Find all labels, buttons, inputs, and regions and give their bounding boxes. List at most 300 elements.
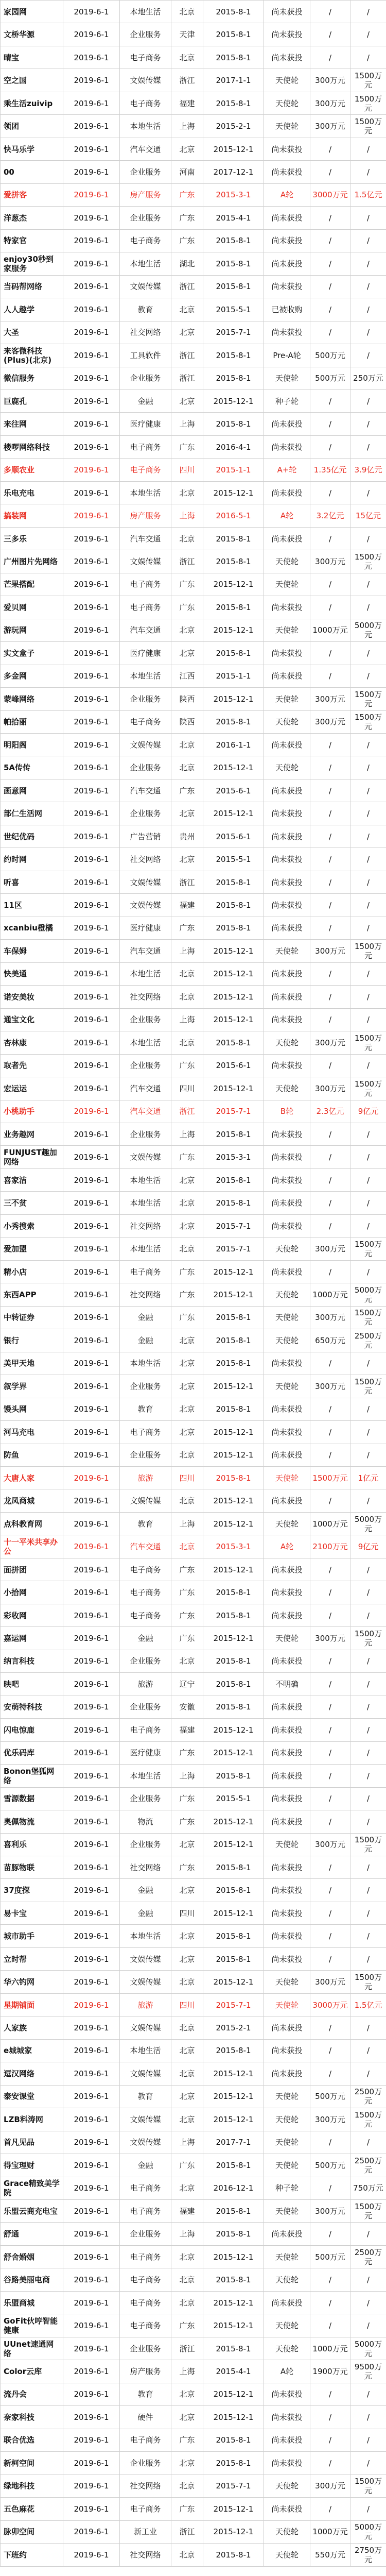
company-name-cell: 晴宝: [1, 46, 63, 69]
region-cell: 浙江: [171, 871, 203, 893]
founded-cell: 2015-12-1: [203, 1627, 264, 1650]
date-cell: 2019-6-1: [63, 1925, 120, 1947]
industry-cell: 社交网络: [120, 1214, 171, 1237]
table-row: [1, 1421, 386, 1444]
valuation-cell: /: [350, 46, 386, 69]
company-name-cell: 快马乐学: [1, 138, 63, 160]
region-cell: 河南: [171, 161, 203, 183]
founded-cell: 2015-12-1: [203, 1444, 264, 1466]
founded-cell: 2015-12-1: [203, 2383, 264, 2405]
table-row: [1, 23, 386, 46]
industry-cell: 本地生活: [120, 1192, 171, 1214]
date-cell: 2019-6-1: [63, 779, 120, 802]
industry-cell: 汽车交通: [120, 1100, 171, 1123]
valuation-cell: /: [350, 1581, 386, 1604]
date-cell: 2019-6-1: [63, 1123, 120, 1145]
date-cell: 2019-6-1: [63, 665, 120, 687]
amount-cell: /: [310, 207, 350, 229]
date-cell: 2019-6-1: [63, 367, 120, 389]
company-name-cell: 00: [1, 161, 63, 183]
amount-cell: /: [310, 2383, 350, 2405]
date-cell: 2019-6-1: [63, 1146, 120, 1168]
table-row: [1, 779, 386, 802]
founded-cell: 2015-12-1: [203, 2245, 264, 2268]
round-cell: 尚未获投: [264, 2291, 310, 2314]
region-cell: 天津: [171, 23, 203, 46]
table-row: [1, 825, 386, 848]
round-cell: 天使轮: [264, 2085, 310, 2108]
date-cell: 2019-6-1: [63, 23, 120, 46]
industry-cell: 医疗健康: [120, 642, 171, 665]
table-row: [1, 802, 386, 825]
founded-cell: 2015-7-1: [203, 1100, 264, 1123]
round-cell: 尚未获投: [264, 2223, 310, 2245]
round-cell: A轮: [264, 183, 310, 206]
industry-cell: 金融: [120, 1902, 171, 1924]
company-name-cell: 雪源数据: [1, 1787, 63, 1810]
company-name-cell: 大唐人家: [1, 1467, 63, 1489]
date-cell: 2019-6-1: [63, 92, 120, 114]
amount-cell: 3000万元: [310, 183, 350, 206]
founded-cell: 2015-12-1: [203, 962, 264, 985]
table-row: [1, 1925, 386, 1947]
region-cell: 北京: [171, 1925, 203, 1947]
date-cell: 2019-6-1: [63, 1604, 120, 1626]
valuation-cell: 1500万元: [350, 1306, 386, 1329]
industry-cell: 文娱传媒: [120, 2016, 171, 2039]
date-cell: 2019-6-1: [63, 69, 120, 92]
amount-cell: /: [310, 756, 350, 779]
valuation-cell: /: [350, 1444, 386, 1466]
date-cell: 2019-6-1: [63, 2520, 120, 2543]
industry-cell: 电子商务: [120, 596, 171, 619]
company-name-cell: 芒果搭配: [1, 573, 63, 596]
round-cell: 已被收购: [264, 298, 310, 321]
industry-cell: 教育: [120, 2085, 171, 2108]
date-cell: 2019-6-1: [63, 481, 120, 504]
founded-cell: 2015-12-1: [203, 940, 264, 962]
company-name-cell: 楼啰网络科技: [1, 435, 63, 458]
company-name-cell: 爱加盟: [1, 1238, 63, 1260]
founded-cell: 2015-12-1: [203, 1741, 264, 1764]
company-name-cell: 蒙峰网络: [1, 688, 63, 710]
valuation-cell: /: [350, 779, 386, 802]
round-cell: 尚未获投: [264, 1398, 310, 1420]
region-cell: 北京: [171, 2245, 203, 2268]
founded-cell: 2016-1-1: [203, 734, 264, 756]
amount-cell: /: [310, 46, 350, 69]
date-cell: 2019-6-1: [63, 1306, 120, 1329]
amount-cell: 500万元: [310, 2245, 350, 2268]
amount-cell: /: [310, 23, 350, 46]
amount-cell: /: [310, 986, 350, 1008]
industry-cell: 本地生活: [120, 1352, 171, 1375]
amount-cell: /: [310, 1787, 350, 1810]
round-cell: 尚未获投: [264, 1902, 310, 1924]
region-cell: 上海: [171, 2131, 203, 2154]
amount-cell: /: [310, 481, 350, 504]
amount-cell: /: [310, 734, 350, 756]
region-cell: 贵州: [171, 825, 203, 848]
company-name-cell: 纳言科技: [1, 1650, 63, 1672]
industry-cell: 医疗健康: [120, 413, 171, 435]
company-name-cell: 车保姆: [1, 940, 63, 962]
region-cell: 北京: [171, 962, 203, 985]
founded-cell: 2015-8-1: [203, 46, 264, 69]
date-cell: 2019-6-1: [63, 1031, 120, 1054]
table-row: [1, 1398, 386, 1420]
industry-cell: 汽车交通: [120, 138, 171, 160]
round-cell: 天使轮: [264, 1306, 310, 1329]
table-row: [1, 962, 386, 985]
round-cell: 尚未获投: [264, 986, 310, 1008]
amount-cell: /: [310, 2131, 350, 2154]
valuation-cell: /: [350, 2223, 386, 2245]
date-cell: 2019-6-1: [63, 1467, 120, 1489]
region-cell: 广东: [171, 183, 203, 206]
region-cell: 广东: [171, 207, 203, 229]
round-cell: 天使轮: [264, 710, 310, 733]
amount-cell: /: [310, 1352, 350, 1375]
round-cell: 尚未获投: [264, 779, 310, 802]
company-name-cell: 首凡见品: [1, 2131, 63, 2154]
industry-cell: 电子商务: [120, 2314, 171, 2337]
founded-cell: 2015-2-1: [203, 115, 264, 138]
valuation-cell: 1500万元: [350, 2108, 386, 2131]
valuation-cell: /: [350, 2383, 386, 2405]
founded-cell: 2015-12-1: [203, 1512, 264, 1535]
industry-cell: 企业服务: [120, 1054, 171, 1077]
round-cell: 尚未获投: [264, 1489, 310, 1512]
industry-cell: 文娱传媒: [120, 1971, 171, 1993]
amount-cell: /: [310, 2062, 350, 2085]
region-cell: 广东: [171, 596, 203, 619]
industry-cell: 文娱传媒: [120, 2062, 171, 2085]
region-cell: 广东: [171, 435, 203, 458]
industry-cell: 电子商务: [120, 710, 171, 733]
industry-cell: 汽车交通: [120, 1535, 171, 1558]
industry-cell: 企业服务: [120, 23, 171, 46]
valuation-cell: 750万元: [350, 2177, 386, 2199]
region-cell: 浙江: [171, 550, 203, 573]
industry-cell: 社交网络: [120, 848, 171, 871]
round-cell: 尚未获投: [264, 1650, 310, 1672]
round-cell: 尚未获投: [264, 2498, 310, 2520]
date-cell: 2019-6-1: [63, 1238, 120, 1260]
round-cell: 尚未获投: [264, 46, 310, 69]
valuation-cell: /: [350, 1856, 386, 1878]
round-cell: 尚未获投: [264, 1581, 310, 1604]
valuation-cell: 2500万元: [350, 2245, 386, 2268]
founded-cell: 2015-12-1: [203, 2314, 264, 2337]
company-name-cell: 喜家洁: [1, 1168, 63, 1191]
amount-cell: /: [310, 1856, 350, 1878]
industry-cell: 教育: [120, 1512, 171, 1535]
founded-cell: 2015-12-1: [203, 1833, 264, 1856]
region-cell: 北京: [171, 2406, 203, 2429]
amount-cell: 300万元: [310, 940, 350, 962]
round-cell: 天使轮: [264, 1993, 310, 2016]
company-name-cell: xcanbiu橙橘: [1, 917, 63, 939]
industry-cell: 企业服务: [120, 802, 171, 825]
founded-cell: 2015-8-1: [203, 1168, 264, 1191]
company-name-cell: 脉卯空间: [1, 2520, 63, 2543]
valuation-cell: /: [350, 344, 386, 367]
company-name-cell: 实文盒子: [1, 642, 63, 665]
amount-cell: /: [310, 138, 350, 160]
table-row: [1, 917, 386, 939]
amount-cell: 500万元: [310, 344, 350, 367]
round-cell: 尚未获投: [264, 252, 310, 275]
table-row: [1, 2177, 386, 2199]
region-cell: 广东: [171, 573, 203, 596]
table-row: [1, 2245, 386, 2268]
industry-cell: 社交网络: [120, 1283, 171, 1306]
industry-cell: 电子商务: [120, 1260, 171, 1283]
valuation-cell: /: [350, 1925, 386, 1947]
founded-cell: 2015-8-1: [203, 871, 264, 893]
company-name-cell: 闪电惊鹿: [1, 1719, 63, 1741]
company-name-cell: 喜利乐: [1, 1833, 63, 1856]
table-row: [1, 2108, 386, 2131]
amount-cell: /: [310, 298, 350, 321]
region-cell: 北京: [171, 1375, 203, 1398]
company-name-cell: 绿地科技: [1, 2475, 63, 2497]
company-name-cell: 安萌特科技: [1, 1696, 63, 1718]
round-cell: 天使轮: [264, 1375, 310, 1398]
industry-cell: 电子商务: [120, 2177, 171, 2199]
date-cell: 2019-6-1: [63, 1810, 120, 1833]
table-row: [1, 756, 386, 779]
valuation-cell: /: [350, 1558, 386, 1581]
valuation-cell: /: [350, 229, 386, 252]
valuation-cell: /: [350, 435, 386, 458]
valuation-cell: /: [350, 642, 386, 665]
founded-cell: 2015-3-1: [203, 183, 264, 206]
table-row: [1, 619, 386, 641]
company-name-cell: 舒舍婚姻: [1, 2245, 63, 2268]
region-cell: 上海: [171, 2223, 203, 2245]
amount-cell: /: [310, 321, 350, 344]
industry-cell: 电子商务: [120, 2498, 171, 2520]
valuation-cell: 2500万元: [350, 2085, 386, 2108]
company-name-cell: 奥佩物流: [1, 1810, 63, 1833]
round-cell: 尚未获投: [264, 2452, 310, 2475]
valuation-cell: 1500万元: [350, 1627, 386, 1650]
amount-cell: /: [310, 665, 350, 687]
date-cell: 2019-6-1: [63, 642, 120, 665]
industry-cell: 汽车交通: [120, 527, 171, 550]
table-row: [1, 435, 386, 458]
date-cell: 2019-6-1: [63, 2039, 120, 2062]
industry-cell: 电子商务: [120, 2200, 171, 2223]
valuation-cell: /: [350, 1192, 386, 1214]
region-cell: 广东: [171, 2498, 203, 2520]
date-cell: 2019-6-1: [63, 1879, 120, 1902]
table-row: [1, 986, 386, 1008]
table-row: [1, 1146, 386, 1168]
valuation-cell: 1500万元: [350, 115, 386, 138]
amount-cell: 1000万元: [310, 619, 350, 641]
date-cell: 2019-6-1: [63, 229, 120, 252]
founded-cell: 2015-1-1: [203, 459, 264, 481]
amount-cell: /: [310, 1879, 350, 1902]
round-cell: 天使轮: [264, 92, 310, 114]
table-row: [1, 367, 386, 389]
amount-cell: /: [310, 779, 350, 802]
date-cell: 2019-6-1: [63, 1947, 120, 1970]
industry-cell: 汽车交通: [120, 940, 171, 962]
date-cell: 2019-6-1: [63, 2337, 120, 2360]
company-name-cell: 特家官: [1, 229, 63, 252]
table-row: [1, 894, 386, 917]
date-cell: 2019-6-1: [63, 344, 120, 367]
region-cell: 浙江: [171, 2337, 203, 2360]
date-cell: 2019-6-1: [63, 1260, 120, 1283]
table-row: [1, 229, 386, 252]
founded-cell: 2015-8-1: [203, 710, 264, 733]
round-cell: 尚未获投: [264, 1444, 310, 1466]
valuation-cell: /: [350, 825, 386, 848]
valuation-cell: /: [350, 481, 386, 504]
date-cell: 2019-6-1: [63, 1696, 120, 1718]
region-cell: 四川: [171, 1467, 203, 1489]
industry-cell: 文娱传媒: [120, 275, 171, 298]
company-name-cell: 得宝理财: [1, 2154, 63, 2177]
industry-cell: 企业服务: [120, 1650, 171, 1672]
founded-cell: 2015-3-1: [203, 1535, 264, 1558]
date-cell: 2019-6-1: [63, 207, 120, 229]
round-cell: 尚未获投: [264, 1192, 310, 1214]
date-cell: 2019-6-1: [63, 1856, 120, 1878]
table-row: [1, 1306, 386, 1329]
table-row: [1, 2406, 386, 2429]
round-cell: 尚未获投: [264, 1765, 310, 1787]
region-cell: 福建: [171, 92, 203, 114]
date-cell: 2019-6-1: [63, 1444, 120, 1466]
company-name-cell: 业务趣网: [1, 1123, 63, 1145]
industry-cell: 文娱传媒: [120, 2131, 171, 2154]
region-cell: 广东: [171, 779, 203, 802]
industry-cell: 企业服务: [120, 1833, 171, 1856]
date-cell: 2019-6-1: [63, 504, 120, 527]
company-name-cell: 美甲天地: [1, 1352, 63, 1375]
round-cell: 尚未获投: [264, 1352, 310, 1375]
industry-cell: 文娱传媒: [120, 550, 171, 573]
industry-cell: 本地生活: [120, 665, 171, 687]
table-row: [1, 1444, 386, 1466]
valuation-cell: /: [350, 1421, 386, 1444]
amount-cell: 550万元: [310, 2544, 350, 2566]
industry-cell: 旅游: [120, 1993, 171, 2016]
founded-cell: 2015-12-1: [203, 1902, 264, 1924]
company-name-cell: UUnet速通网络: [1, 2337, 63, 2360]
industry-cell: 文娱传媒: [120, 2108, 171, 2131]
round-cell: 天使轮: [264, 115, 310, 138]
region-cell: 北京: [171, 527, 203, 550]
table-row: [1, 2268, 386, 2291]
industry-cell: 企业服务: [120, 1008, 171, 1031]
region-cell: 北京: [171, 1421, 203, 1444]
industry-cell: 电子商务: [120, 1558, 171, 1581]
valuation-cell: 5000万元: [350, 2337, 386, 2360]
amount-cell: /: [310, 1650, 350, 1672]
founded-cell: 2015-8-1: [203, 1696, 264, 1718]
founded-cell: 2015-8-1: [203, 2268, 264, 2291]
amount-cell: 1000万元: [310, 1512, 350, 1535]
region-cell: 广东: [171, 1146, 203, 1168]
founded-cell: 2015-4-1: [203, 2360, 264, 2383]
date-cell: 2019-6-1: [63, 161, 120, 183]
date-cell: 2019-6-1: [63, 688, 120, 710]
amount-cell: 1500万元: [310, 1467, 350, 1489]
date-cell: 2019-6-1: [63, 550, 120, 573]
table-row: [1, 1535, 386, 1558]
company-name-cell: 人人趣学: [1, 298, 63, 321]
founded-cell: 2015-8-1: [203, 1, 264, 23]
date-cell: 2019-6-1: [63, 986, 120, 1008]
date-cell: 2019-6-1: [63, 2062, 120, 2085]
company-name-cell: 城市助手: [1, 1925, 63, 1947]
industry-cell: 企业服务: [120, 1123, 171, 1145]
founded-cell: 2015-8-1: [203, 1650, 264, 1672]
amount-cell: /: [310, 1168, 350, 1191]
founded-cell: 2016-5-1: [203, 504, 264, 527]
amount-cell: 300万元: [310, 688, 350, 710]
amount-cell: 2.3亿元: [310, 1100, 350, 1123]
valuation-cell: /: [350, 2291, 386, 2314]
table-row: [1, 2016, 386, 2039]
founded-cell: 2015-12-1: [203, 2062, 264, 2085]
date-cell: 2019-6-1: [63, 1283, 120, 1306]
industry-cell: 金融: [120, 1627, 171, 1650]
founded-cell: 2015-8-1: [203, 344, 264, 367]
industry-cell: 本地生活: [120, 115, 171, 138]
industry-cell: 汽车交通: [120, 619, 171, 641]
company-name-cell: 爱贝网: [1, 596, 63, 619]
round-cell: 天使轮: [264, 940, 310, 962]
table-row: [1, 298, 386, 321]
company-name-cell: GoFit伙哼智能健康: [1, 2314, 63, 2337]
amount-cell: /: [310, 825, 350, 848]
founded-cell: 2015-8-1: [203, 1398, 264, 1420]
round-cell: 尚未获投: [264, 596, 310, 619]
region-cell: 北京: [171, 848, 203, 871]
region-cell: 福建: [171, 2200, 203, 2223]
region-cell: 北京: [171, 1192, 203, 1214]
founded-cell: 2015-8-1: [203, 1329, 264, 1352]
valuation-cell: /: [350, 1489, 386, 1512]
table-row: [1, 1650, 386, 1672]
region-cell: 上海: [171, 1512, 203, 1535]
round-cell: 天使轮: [264, 1971, 310, 1993]
region-cell: 北京: [171, 986, 203, 1008]
company-name-cell: Bonon堡狐网络: [1, 1765, 63, 1787]
date-cell: 2019-6-1: [63, 2108, 120, 2131]
industry-cell: 电子商务: [120, 1421, 171, 1444]
valuation-cell: /: [350, 871, 386, 893]
amount-cell: /: [310, 527, 350, 550]
company-name-cell: 小拾网: [1, 1581, 63, 1604]
founded-cell: 2015-8-1: [203, 1947, 264, 1970]
company-name-cell: 领团: [1, 115, 63, 138]
date-cell: 2019-6-1: [63, 46, 120, 69]
company-name-cell: 来客微科技(Plus)(北京): [1, 344, 63, 367]
table-row: [1, 413, 386, 435]
founded-cell: 2015-5-1: [203, 848, 264, 871]
date-cell: 2019-6-1: [63, 2383, 120, 2405]
round-cell: 种子轮: [264, 389, 310, 412]
